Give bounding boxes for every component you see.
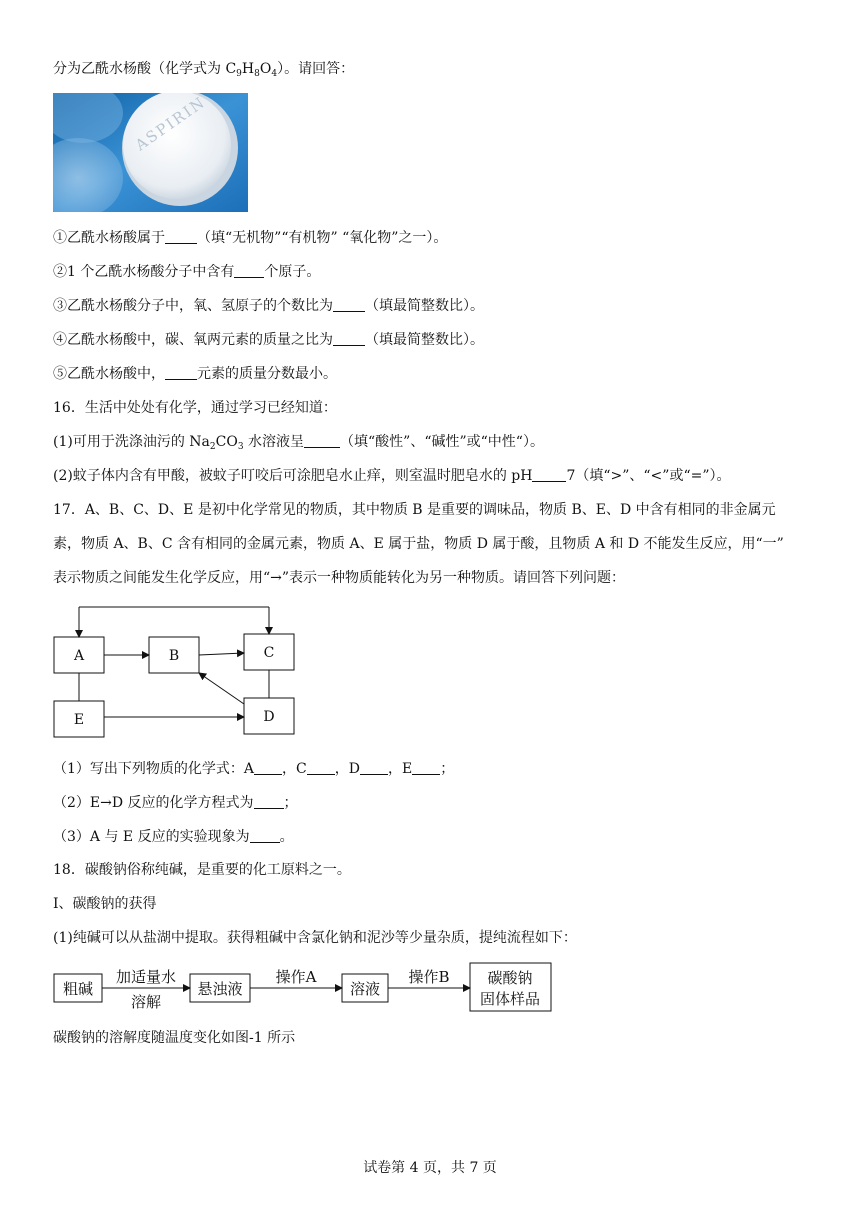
flow-label-product-line2: 固体样品 xyxy=(479,990,541,1008)
answer-blank[interactable] xyxy=(532,467,566,482)
answer-blank[interactable] xyxy=(304,433,340,448)
q17-sub2: （2）E→D 反应的化学方程式为 ； xyxy=(53,795,298,811)
q18-section-title: I、碳酸钠的获得 xyxy=(53,896,157,912)
q15-item4: ④乙酰水杨酸中，碳、氧两元素的质量之比为 （填最简整数比）。 xyxy=(53,332,484,348)
flow-label-add-water: 加适量水 xyxy=(115,968,177,986)
flow-label-operation-b: 操作B xyxy=(408,968,450,986)
label-b: B xyxy=(168,648,180,664)
q18-part1: (1)纯碱可以从盐湖中提取。获得粗碱中含氯化钠和泥沙等少量杂质，提纯流程如下： xyxy=(53,930,577,946)
answer-blank[interactable] xyxy=(307,760,335,775)
q15-item2: ②1 个乙酰水杨酸分子中含有 个原子。 xyxy=(53,264,321,280)
q17-stem-line3: 表示物质之间能发生化学反应，用“→”表示一种物质能转化为另一种物质。请回答下列问题： xyxy=(53,570,626,586)
q15-item3: ③乙酰水杨酸分子中，氧、氢原子的个数比为 （填最简整数比）。 xyxy=(53,298,484,314)
answer-blank[interactable] xyxy=(333,331,365,346)
flow-label-product-line1: 碳酸钠 xyxy=(487,969,533,987)
answer-blank[interactable] xyxy=(165,229,197,244)
flow-label-operation-a: 操作A xyxy=(275,968,317,986)
q16-part1: (1)可用于洗涤油污的 $Na_2CO_3$ 水溶液呈 （填“酸性”、“碱性”或“中性“）。 xyxy=(53,434,544,452)
page-footer: 试卷第 4 页，共 7 页 xyxy=(363,1160,497,1176)
answer-blank[interactable] xyxy=(254,794,284,809)
q17-sub3: （3）A 与 E 反应的实验现象为 。 xyxy=(53,829,294,845)
flow-label-solution: 溶液 xyxy=(349,980,381,998)
flow-label-suspension: 悬浊液 xyxy=(197,980,243,998)
q16-part2: (2)蚊子体内含有甲酸，被蚊子叮咬后可涂肥皂水止痒，则室温时肥皂水的 pH 7（填“>”、“<”或“=”）。 xyxy=(53,468,731,484)
purification-flowchart xyxy=(50,958,560,1016)
q15-item1: ①乙酰水杨酸属于 （填“无机物”“有机物” “氧化物”之一）。 xyxy=(53,230,448,246)
label-d: D xyxy=(263,709,275,725)
label-e: E xyxy=(73,712,85,728)
answer-blank[interactable] xyxy=(360,760,388,775)
label-a: A xyxy=(73,648,85,664)
answer-blank[interactable] xyxy=(412,760,440,775)
q15-intro: 分为乙酰水杨酸（化学式为 $C_9H_8O_4$）。请回答： xyxy=(53,61,355,79)
answer-blank[interactable] xyxy=(250,828,280,843)
label-c: C xyxy=(263,645,275,661)
q18-stem: 18．碳酸钠俗称纯碱，是重要的化工原料之一。 xyxy=(53,862,351,878)
q17-stem-line2: 素，物质 A、B、C 含有相同的金属元素，物质 A、E 属于盐，物质 D 属于酸，且物质 A 和 D 不能发生反应，用“一” xyxy=(53,536,784,552)
answer-blank[interactable] xyxy=(254,760,282,775)
answer-blank[interactable] xyxy=(165,365,197,380)
q17-stem-line1: 17．A、B、C、D、E 是初中化学常见的物质，其中物质 B 是重要的调味品，物质 B、E、D 中含有相同的非金属元 xyxy=(53,502,776,518)
flow-label-crude: 粗碱 xyxy=(62,980,94,998)
q15-item5: ⑤乙酰水杨酸中， 元素的质量分数最小。 xyxy=(53,366,337,382)
q16-stem: 16．生活中处处有化学，通过学习已经知道： xyxy=(53,400,337,416)
aspirin-pill-image xyxy=(53,93,248,212)
reaction-diagram xyxy=(50,600,300,740)
answer-blank[interactable] xyxy=(333,297,365,312)
q17-sub1: （1）写出下列物质的化学式：A ，C ，D ，E ； xyxy=(53,761,455,777)
pill-imprint: ASPIRIN xyxy=(131,93,210,155)
flow-label-dissolve: 溶解 xyxy=(130,993,162,1011)
answer-blank[interactable] xyxy=(234,263,264,278)
q18-after-flow: 碳酸钠的溶解度随温度变化如图-1 所示 xyxy=(53,1030,296,1046)
